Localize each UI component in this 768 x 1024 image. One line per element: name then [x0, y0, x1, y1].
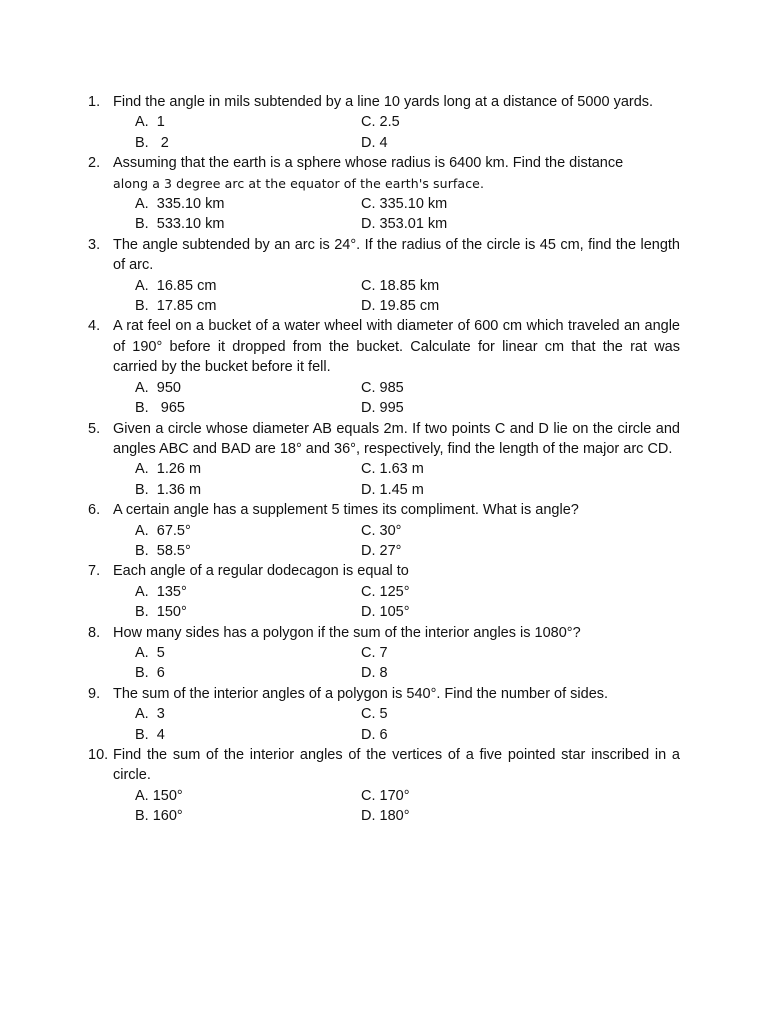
- answer-option: B. 6: [135, 665, 165, 682]
- question-text: How many sides has a polygon if the sum of the interior angles is 1080°?: [113, 624, 581, 641]
- answer-option: A. 150°: [135, 787, 183, 804]
- question-text: Given a circle whose diameter AB equals 2m. If two points C and D lie on the circle and angles ABC and BAD are 18° and 36°, respectively, find the length of the major arc CD.: [113, 420, 680, 457]
- answer-option: D. 6: [361, 726, 388, 743]
- answer-option: C. 30°: [361, 522, 402, 539]
- question-text: Find the sum of the interior angles of the vertices of a five pointed star inscribed in a circle.: [113, 747, 680, 784]
- question-item: [88, 561, 680, 622]
- question-text: The angle subtended by an arc is 24°. If the radius of the circle is 45 cm, find the length of arc.: [113, 236, 680, 274]
- answer-option: D. 995: [361, 400, 404, 417]
- question-text: A certain angle has a supplement 5 times its compliment. What is angle?: [113, 502, 579, 519]
- answer-options: [135, 643, 680, 684]
- answer-option: C. 335.10 km: [361, 196, 448, 213]
- question-text: The sum of the interior angles of a polygon is 540°. Find the number of sides.: [113, 685, 609, 702]
- answer-option: A. 1.26 m: [135, 461, 202, 478]
- answer-options: [135, 378, 680, 419]
- answer-option: B. 17.85 cm: [135, 298, 217, 315]
- question-text: Each angle of a regular dodecagon is equal to: [113, 563, 409, 580]
- answer-option: D. 27°: [361, 542, 402, 559]
- question-number: 10.: [88, 747, 109, 763]
- answer-option: C. 5: [361, 706, 388, 723]
- answer-option: B. 150°: [135, 604, 187, 621]
- answer-option: B. 2: [135, 134, 169, 151]
- question-number: 7.: [88, 563, 101, 580]
- answer-option: B. 4: [135, 726, 165, 743]
- answer-option: D. 4: [361, 134, 388, 151]
- answer-option: B. 533.10 km: [135, 216, 225, 233]
- question-text: Assuming that the earth is a sphere whose radius is 6400 km. Find the distance: [113, 155, 624, 172]
- question-item: [88, 745, 680, 827]
- question-number: 3.: [88, 236, 101, 253]
- answer-option: D. 1.45 m: [361, 481, 424, 498]
- answer-option: C. 18.85 km: [361, 277, 440, 294]
- answer-option: B. 965: [135, 400, 185, 417]
- question-item: [88, 623, 680, 684]
- question-list: [88, 92, 680, 827]
- answer-option: A. 335.10 km: [135, 196, 225, 213]
- answer-option: B. 1.36 m: [135, 481, 202, 498]
- answer-options: [135, 582, 680, 623]
- question-number: 6.: [88, 502, 101, 519]
- question-text: A rat feel on a bucket of a water wheel with diameter of 600 cm which traveled an angle of 190° before it dropped from the bucket. Calculate for linear cm that the rat was carried by the bucket before it fell.: [113, 318, 680, 376]
- answer-option: D. 19.85 cm: [361, 298, 440, 315]
- answer-option: B. 160°: [135, 808, 183, 825]
- answer-option: A. 16.85 cm: [135, 277, 217, 294]
- answer-options: [135, 704, 680, 745]
- answer-options: [135, 194, 680, 235]
- answer-option: D. 180°: [361, 808, 410, 825]
- question-item: [88, 92, 680, 153]
- answer-option: C. 125°: [361, 583, 410, 600]
- question-text: Find the angle in mils subtended by a line 10 yards long at a distance of 5000 yards.: [113, 94, 654, 110]
- question-number: 1.: [88, 94, 101, 110]
- question-item: [88, 500, 680, 561]
- answer-options: [135, 786, 680, 827]
- question-text-continuation: along a 3 degree arc at the equator of the earth's surface.: [113, 175, 485, 191]
- answer-option: B. 58.5°: [135, 542, 191, 559]
- question-number: 5.: [88, 420, 101, 437]
- question-number: 8.: [88, 624, 101, 641]
- question-number: 9.: [88, 685, 101, 702]
- question-item: [88, 316, 680, 418]
- question-item: [88, 235, 680, 317]
- question-number: 2.: [88, 155, 101, 172]
- answer-option: C. 985: [361, 379, 404, 396]
- answer-option: A. 950: [135, 379, 181, 396]
- answer-option: A. 135°: [135, 583, 187, 600]
- answer-option: D. 8: [361, 665, 388, 682]
- question-item: [88, 419, 680, 501]
- answer-option: A. 1: [135, 114, 165, 131]
- answer-option: A. 5: [135, 644, 165, 661]
- question-item: [88, 684, 680, 745]
- answer-options: [135, 521, 680, 562]
- answer-option: C. 170°: [361, 787, 410, 804]
- answer-options: [135, 459, 680, 500]
- question-number: 4.: [88, 318, 101, 335]
- answer-option: A. 3: [135, 706, 165, 723]
- answer-option: C. 2.5: [361, 114, 400, 131]
- question-item: [88, 153, 680, 235]
- answer-option: D. 105°: [361, 604, 410, 621]
- answer-options: [135, 112, 680, 153]
- answer-option: C. 7: [361, 644, 388, 661]
- answer-option: D. 353.01 km: [361, 216, 448, 233]
- answer-options: [135, 276, 680, 317]
- answer-option: C. 1.63 m: [361, 461, 424, 478]
- answer-option: A. 67.5°: [135, 522, 191, 539]
